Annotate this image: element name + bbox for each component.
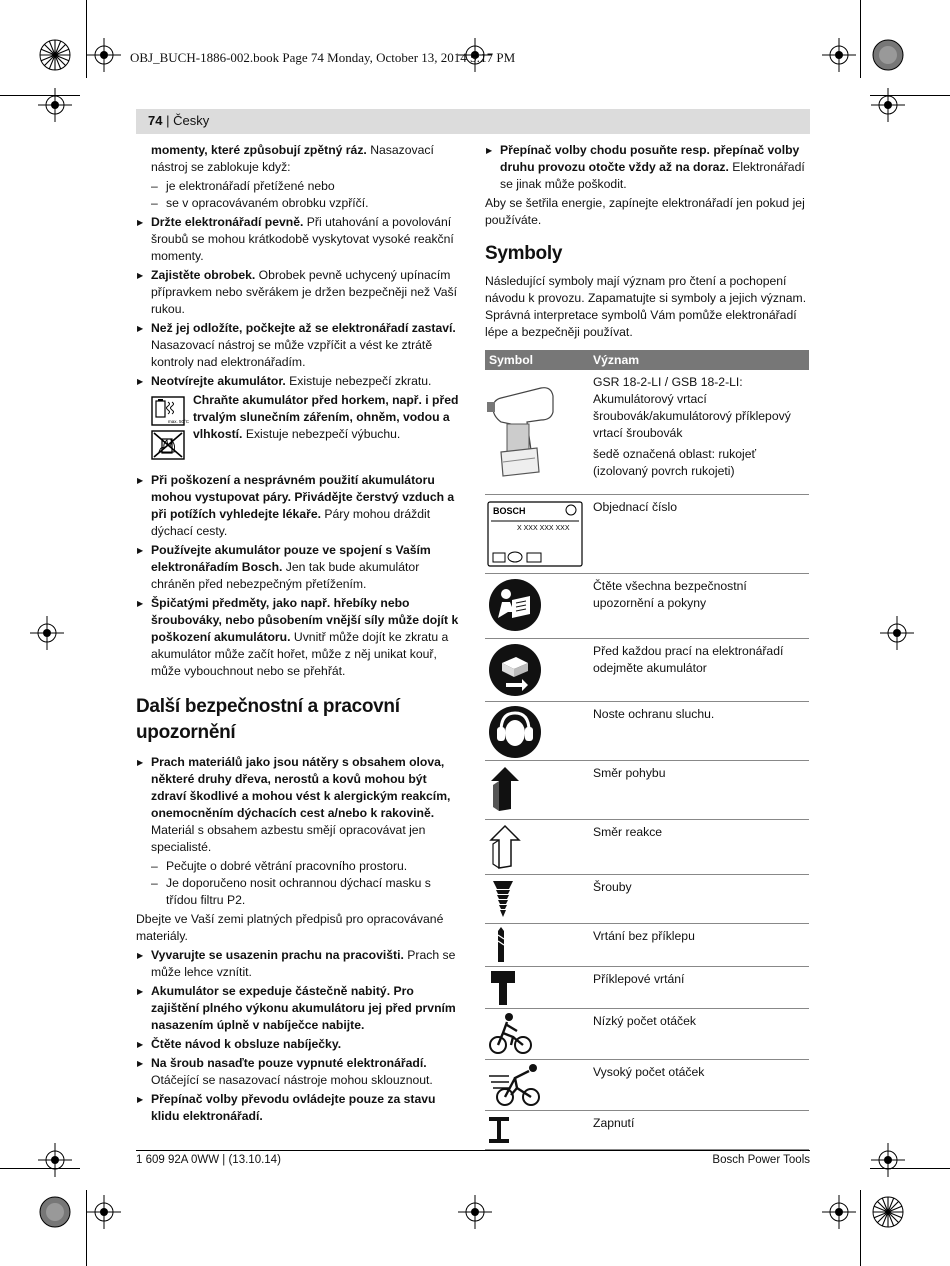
bullet-item bbox=[136, 947, 460, 981]
bold-text: Přepínač volby chodu posuňte resp. přepínač volby druhu provozu otočte vždy až na doraz. bbox=[500, 143, 800, 174]
bold-text: Prach materiálů jako jsou nátěry s obsahem olova, některé druhy dřeva, nerostů a kovů mohou být zdraví škodlivé a mohou vést k alergickým reakcím, onemocněním dýchacích cest a/nebo k rakovině. bbox=[151, 755, 451, 820]
row-text bbox=[593, 374, 809, 480]
crosshair-registration-icon bbox=[871, 88, 905, 122]
body-text: Prach se může lehce vznítit. bbox=[151, 948, 456, 979]
section-heading: Další bezpečnostní a pracovní upozornění bbox=[136, 696, 400, 743]
heat-warning-block bbox=[136, 392, 460, 468]
body-text: Elektronářadí se jinak může poškodit. bbox=[500, 160, 805, 191]
body-text: Uvnitř může dojít ke zkratu a akumulátor může začít hořet, může z něj unikat kouř, může vybouchnout nebo se přehřát. bbox=[151, 630, 449, 678]
paragraph: Následující symboly mají význam pro čtení a pochopení návodu k provozu. Zapamatujte si symboly a jejich význam. Správná interpretace symbolů Vám pomůže elektronářadí lépe a bezpečněji používat. bbox=[485, 274, 807, 339]
footer-brand: Bosch Power Tools bbox=[712, 1154, 810, 1166]
meaning-text: Zapnutí bbox=[593, 1116, 635, 1130]
table-row bbox=[485, 1111, 809, 1150]
bullet-item bbox=[485, 142, 809, 193]
meaning-text: Čtěte všechna bezpečnostní upozornění a pokyny bbox=[593, 579, 747, 610]
bold-text: Na šroub nasaďte pouze vypnuté elektronářadí. bbox=[151, 1056, 427, 1070]
table-header bbox=[485, 350, 809, 370]
bullet-item bbox=[136, 1091, 460, 1125]
body-text: se v opracovávaném obrobku vzpříčí. bbox=[166, 196, 369, 210]
dash-item bbox=[151, 858, 460, 875]
bullet-item bbox=[136, 595, 460, 680]
heat-icon-label: max. 50°C bbox=[168, 419, 190, 424]
crosshair-registration-icon bbox=[458, 1195, 492, 1229]
bullet-item bbox=[136, 373, 460, 390]
battery-heat-icon bbox=[151, 396, 190, 426]
crosshair-registration-icon bbox=[822, 38, 856, 72]
meaning-text: Před každou prací na elektronářadí odejměte akumulátor bbox=[593, 644, 784, 675]
paragraph bbox=[136, 142, 460, 176]
movement-arrow-icon bbox=[489, 765, 521, 813]
bold-text: Špičatými předměty, jako např. hřebíky nebo šroubováky, nebo působením vnější síly může dojít k poškození akumulátoru. bbox=[151, 596, 459, 644]
page-header: 74 | Česky bbox=[148, 113, 210, 128]
plate-brand: BOSCH bbox=[493, 506, 526, 516]
no-fire-water-icon bbox=[151, 430, 185, 460]
meaning-text: Šrouby bbox=[593, 880, 632, 894]
bullet-item bbox=[136, 754, 460, 856]
drill-icon bbox=[487, 376, 559, 486]
crosshair-registration-icon bbox=[38, 88, 72, 122]
body-text: Pečujte o dobré větrání pracovního prostoru. bbox=[166, 859, 408, 873]
meaning-text: GSR 18-2-LI / GSB 18-2-LI: Akumulátorový vrtací šroubovák/akumulátorový příklepový vrtací šroubovák bbox=[593, 375, 791, 440]
body-text: Je doporučeno nosit ochrannou dýchací masku s třídou filtru P2. bbox=[166, 876, 431, 907]
table-row bbox=[485, 875, 809, 924]
bold-text: Zajistěte obrobek. bbox=[151, 268, 256, 282]
ear-protection-icon bbox=[488, 705, 542, 759]
header-symbol: Symbol bbox=[489, 353, 534, 367]
body-text: Existuje nebezpečí zkratu. bbox=[285, 374, 432, 388]
body-text: Existuje nebezpečí výbuchu. bbox=[242, 427, 401, 441]
high-speed-cyclist-icon bbox=[487, 1062, 547, 1108]
page-language: Česky bbox=[173, 113, 210, 128]
table-row bbox=[485, 639, 809, 702]
bullet-item bbox=[136, 983, 460, 1034]
heat-warning-text bbox=[193, 392, 461, 443]
bold-text: Chraňte akumulátor před horkem, např. i před trvalým slunečním zářením, ohněm, vodou a vlhkostí. bbox=[193, 393, 459, 441]
dash-item bbox=[151, 178, 460, 195]
bold-text: Přepínač volby převodu ovládejte pouze za stavu klidu elektronářadí. bbox=[151, 1092, 436, 1123]
starburst-registration-icon bbox=[38, 38, 72, 72]
body-text: Obrobek pevně uchycený upínacím přípravkem nebo svěrákem je držen bezpečněji než Vaší rukou. bbox=[151, 268, 457, 316]
reaction-arrow-icon bbox=[489, 824, 521, 870]
drill-bit-icon bbox=[493, 926, 509, 964]
bold-text: Než jej odložíte, počkejte až se elektronářadí zastaví. bbox=[151, 321, 456, 335]
body-text: Nasazovací nástroj se zablokuje když: bbox=[151, 143, 434, 174]
meaning-text: Směr pohybu bbox=[593, 766, 666, 780]
table-row bbox=[485, 967, 809, 1009]
crosshair-registration-icon bbox=[87, 1195, 121, 1229]
starburst-registration-icon bbox=[871, 1195, 905, 1229]
crosshair-registration-icon bbox=[871, 1143, 905, 1177]
bullet-item bbox=[136, 214, 460, 265]
crosshair-registration-icon bbox=[87, 38, 121, 72]
table-row bbox=[485, 1060, 809, 1111]
left-column bbox=[136, 142, 460, 1127]
on-switch-icon bbox=[487, 1115, 511, 1145]
meaning-text: Objednací číslo bbox=[593, 500, 678, 514]
bullet-item bbox=[136, 267, 460, 318]
crop-mark bbox=[860, 1190, 861, 1266]
table-row bbox=[485, 820, 809, 875]
table-row bbox=[485, 761, 809, 820]
crop-mark bbox=[860, 0, 861, 78]
paragraph: Dbejte ve Vaší zemi platných předpisů pro opracovávané materiály. bbox=[136, 912, 444, 943]
page-header-bar bbox=[136, 109, 810, 134]
paragraph: Aby se šetřila energie, zapínejte elektronářadí jen pokud jej používáte. bbox=[485, 196, 805, 227]
crosshair-registration-icon bbox=[822, 1195, 856, 1229]
remove-battery-icon bbox=[488, 643, 542, 697]
body-text: Materiál s obsahem azbestu smějí opracovávat jen specialisté. bbox=[151, 823, 426, 854]
bold-text: Neotvírejte akumulátor. bbox=[151, 374, 286, 388]
header-meaning: Význam bbox=[593, 353, 640, 367]
table-row bbox=[485, 924, 809, 967]
bullet-item bbox=[136, 472, 460, 540]
body-text: Jen tak bude akumulátor chráněn před nebezpečným přetížením. bbox=[151, 560, 420, 591]
dash-item bbox=[151, 195, 460, 212]
bold-text: Při poškození a nesprávném použití akumulátoru mohou vystupovat páry. Přivádějte čerstvý vzduch a při potížích vyhledejte lékaře. bbox=[151, 473, 455, 521]
meaning-text: Vysoký počet otáček bbox=[593, 1065, 705, 1079]
bold-text: Vyvarujte se usazenin prachu na pracovišti. bbox=[151, 948, 404, 962]
body-text: Otáčející se nasazovací nástroje mohou sklouznout. bbox=[151, 1073, 433, 1087]
table-row bbox=[485, 495, 809, 574]
body-text: je elektronářadí přetížené nebo bbox=[166, 179, 335, 193]
symbols-table bbox=[485, 350, 809, 1150]
bold-text: Akumulátor se expeduje částečně nabitý. Pro zajištění plného výkonu akumulátoru jej před prvním nasazením úplně v nabíječce nabijte. bbox=[151, 984, 456, 1032]
meaning-text: Vrtání bez příklepu bbox=[593, 929, 695, 943]
print-info-line: OBJ_BUCH-1886-002.book Page 74 Monday, October 13, 2014 5:17 PM bbox=[130, 50, 516, 65]
dash-item bbox=[151, 875, 460, 909]
bullet-item bbox=[136, 1036, 460, 1053]
hammer-icon bbox=[489, 969, 517, 1007]
gray-registration-dot-icon bbox=[871, 38, 905, 72]
page-number: 74 bbox=[148, 113, 163, 128]
bullet-item bbox=[136, 320, 460, 371]
bold-text: Používejte akumulátor pouze ve spojení s Vaším elektronářadím Bosch. bbox=[151, 543, 431, 574]
body-text: Nasazovací nástroj se může vzpříčit a vést ke ztrátě kontroly nad elektronářadím. bbox=[151, 338, 433, 369]
meaning-text: Směr reakce bbox=[593, 825, 663, 839]
meaning-text: šedě označená oblast: rukojeť (izolovaný povrch rukojeti) bbox=[593, 447, 757, 478]
low-speed-cyclist-icon bbox=[487, 1011, 533, 1055]
nameplate-icon bbox=[487, 501, 583, 567]
read-manual-icon bbox=[488, 578, 542, 632]
crosshair-registration-icon bbox=[880, 616, 914, 650]
meaning-text: Nízký počet otáček bbox=[593, 1014, 696, 1028]
footer-code: 1 609 92A 0WW | (13.10.14) bbox=[136, 1154, 281, 1166]
table-row bbox=[485, 574, 809, 639]
table-row bbox=[485, 370, 809, 495]
body-text: Při utahování a povolování šroubů se mohou krátkodobě vyskytovat vysoké reakční momenty. bbox=[151, 215, 454, 263]
meaning-text: Noste ochranu sluchu. bbox=[593, 707, 715, 721]
screw-icon bbox=[491, 879, 515, 919]
bold-text: momenty, které způsobují zpětný ráz. bbox=[151, 143, 367, 157]
section-heading: Symboly bbox=[485, 243, 563, 264]
bullet-item bbox=[136, 542, 460, 593]
body-text: Páry mohou dráždit dýchací cesty. bbox=[151, 507, 431, 538]
meaning-text: Příklepové vrtání bbox=[593, 972, 685, 986]
table-row bbox=[485, 702, 809, 761]
crosshair-registration-icon bbox=[38, 1143, 72, 1177]
plate-number: X XXX XXX XXX bbox=[517, 525, 570, 532]
page-footer bbox=[136, 1150, 810, 1171]
table-row bbox=[485, 1009, 809, 1060]
bullet-item bbox=[136, 1055, 460, 1089]
bold-text: Čtěte návod k obsluze nabíječky. bbox=[151, 1037, 342, 1051]
gray-registration-dot-icon bbox=[38, 1195, 72, 1229]
right-column bbox=[485, 142, 809, 343]
crosshair-registration-icon bbox=[30, 616, 64, 650]
bold-text: Držte elektronářadí pevně. bbox=[151, 215, 304, 229]
